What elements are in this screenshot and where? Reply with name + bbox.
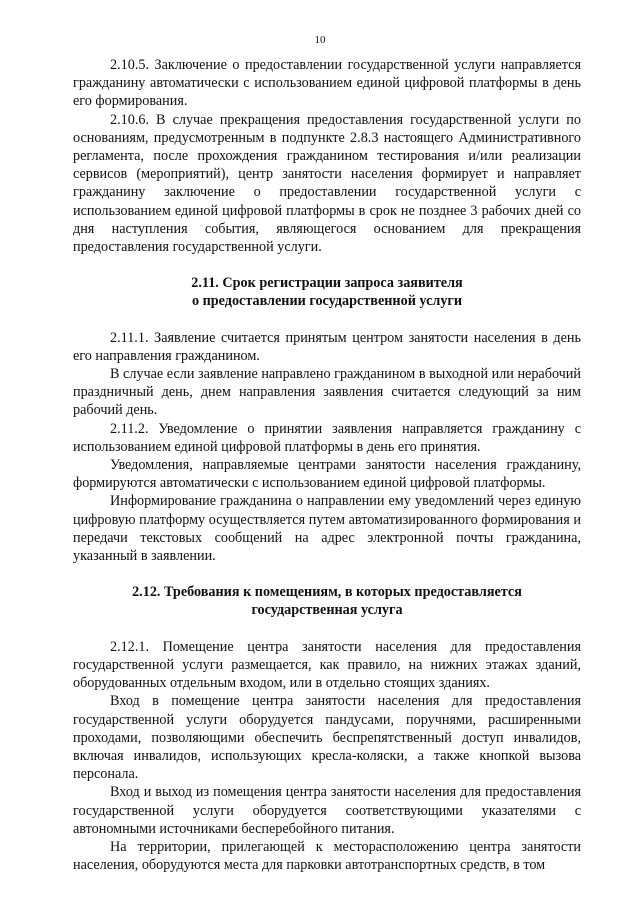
page-number: 10 [314, 34, 326, 46]
paragraph-2-11-1: 2.11.1. Заявление считается принятым центром занятости населения в день его направления гражданином. [73, 329, 581, 364]
paragraph-2-10-6: 2.10.6. В случае прекращения предоставления государственной услуги по основаниям, предусмотренным в подпункте 2.8.3 настоящего Административного регламента, после прохождения гражданином тестирования и/или реализации сервисов (мероприятий), центр занятости населения формирует и направляет гражданину заключение о предоставлении государственной услуги с использованием единой цифровой платформы в срок не позднее 3 рабочих дней со дня наступления события, являющегося основанием для прекращения предоставления государственной услуги. [73, 111, 581, 256]
spacer [73, 565, 581, 583]
paragraph-2-12-1-parking: На территории, прилегающей к месторасположению центра занятости населения, оборудуются места для парковки автотранспортных средств, в том [73, 838, 581, 874]
paragraph-2-11-1-holiday: В случае если заявление направлено гражданином в выходной или нерабочий праздничный день, днем направления заявления считается следующий за ним рабочий день. [73, 366, 581, 419]
paragraph-2-12-1: 2.12.1. Помещение центра занятости населения для предоставления государственной услуги размещается, как правило, на нижних этажах зданий, оборудованных отдельным входом, или в отдельно стоящих зданиях. [73, 638, 581, 692]
spacer [73, 311, 581, 329]
paragraph-2-11-2-notifications: Уведомления, направляемые центрами занятости населения гражданину, формируются автоматически с использованием единой цифровой платформы. [73, 457, 581, 492]
paragraph-2-12-1-entrance: Вход в помещение центра занятости населения для предоставления государственной услуги оборудуется пандусами, поручнями, расширенными проходами, позволяющими обеспечить беспрепятственный доступ инвалидов, включая инвалидов, использующих кресла-коляски, а также кнопкой вызова персонала. [73, 693, 581, 783]
document-body [73, 56, 581, 874]
paragraph-2-12-1-exit: Вход и выход из помещения центра занятости населения для предоставления государственной услуги оборудуется соответствующими указателями с автономными источниками бесперебойного питания. [73, 784, 581, 837]
section-heading-2-11 [73, 274, 581, 310]
heading-line: 2.11. Срок регистрации запроса заявителя [191, 275, 463, 292]
section-heading-2-12 [73, 583, 581, 619]
spacer [73, 620, 581, 638]
paragraph-2-10-5: 2.10.5. Заключение о предоставлении государственной услуги направляется гражданину автоматически с использованием единой цифровой платформы в день его формирования. [73, 57, 581, 110]
heading-line: государственная услуга [251, 602, 403, 619]
heading-line: о предоставлении государственной услуги [191, 293, 463, 310]
spacer [73, 256, 581, 274]
paragraph-2-11-2: 2.11.2. Уведомление о принятии заявления направляется гражданину с использованием единой цифровой платформы в день его принятия. [73, 420, 581, 455]
paragraph-2-11-2-informing: Информирование гражданина о направлении ему уведомлений через единую цифровую платформу осуществляется путем автоматизированного формирования и передачи текстовых сообщений на адрес электронной почты гражданина, указанный в заявлении. [73, 493, 581, 565]
heading-line: 2.12. Требования к помещениям, в которых предоставляется [132, 584, 522, 601]
